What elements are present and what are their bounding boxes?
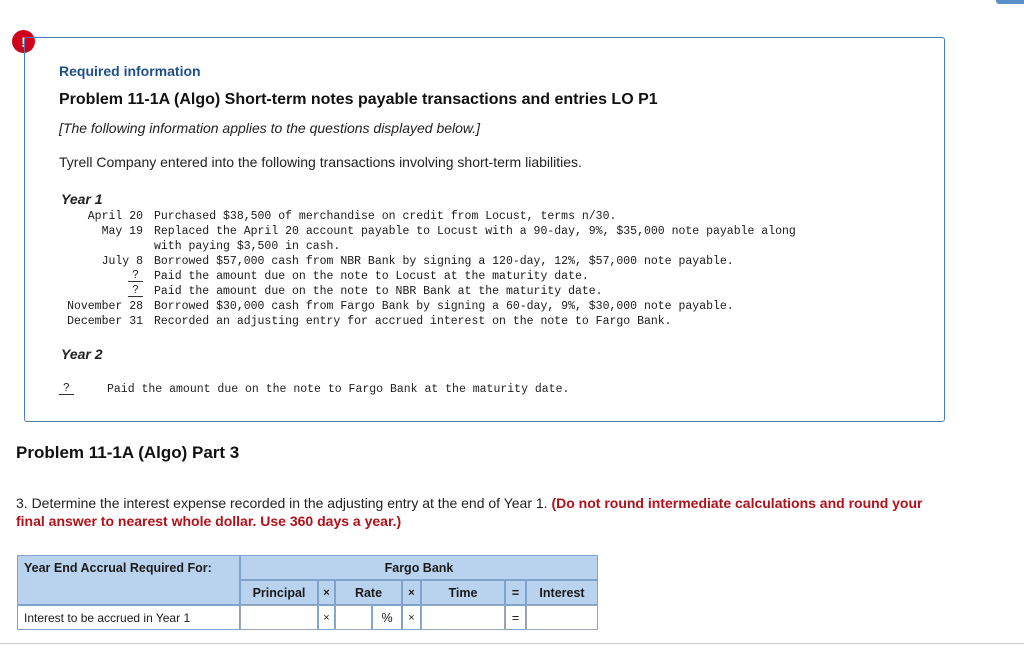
required-info-label: Required information (59, 63, 201, 79)
alert-icon: ! (12, 30, 35, 53)
tx-desc-continued: with paying $3,500 in cash. (154, 240, 341, 253)
tx-date: April 20 (87, 210, 143, 223)
percent-sign: % (372, 605, 402, 630)
col-header-rate: Rate (335, 580, 402, 605)
tx-desc: Borrowed $30,000 cash from Fargo Bank by signing a 60-day, 9%, $30,000 note payable. (154, 300, 734, 313)
interest-input[interactable] (526, 605, 598, 630)
tx-desc: Paid the amount due on the note to NBR Bank at the maturity date. (154, 285, 603, 298)
required-information-panel (24, 37, 945, 422)
tx-desc: Paid the amount due on the note to Locust at the maturity date. (154, 270, 589, 283)
problem-title: Problem 11-1A (Algo) Short-term notes payable transactions and entries LO P1 (59, 91, 658, 108)
tx-desc: Purchased $38,500 of merchandise on credit from Locust, terms n/30. (154, 210, 617, 223)
tx-desc: Replaced the April 20 account payable to Locust with a 90-day, 9%, $35,000 note payable along (154, 225, 796, 238)
tx-date-blank: ? (25, 269, 143, 282)
row-label-interest-year1: Interest to be accrued in Year 1 (17, 605, 240, 630)
year2-label: Year 2 (61, 346, 103, 362)
tx-desc: Paid the amount due on the note to Fargo Bank at the maturity date. (107, 383, 570, 396)
col-header-accrual-for: Year End Accrual Required For: (17, 555, 240, 605)
times-sign: × (402, 580, 421, 605)
times-sign: × (402, 605, 421, 630)
tx-date: May 19 (101, 225, 143, 238)
col-header-principal: Principal (240, 580, 318, 605)
times-sign: × (318, 580, 335, 605)
tx-date: December 31 (67, 315, 143, 328)
part-title: Problem 11-1A (Algo) Part 3 (16, 443, 240, 462)
top-accent-bar (996, 0, 1024, 4)
divider (0, 643, 1024, 644)
col-header-time: Time (421, 580, 505, 605)
question-instruction: (Do not round intermediate calculations and round your final answer to nearest whole dollar. Use 360 days a year.) (16, 495, 923, 529)
question-body: 3. Determine the interest expense recorded in the adjusting entry at the end of Year 1. (16, 495, 548, 511)
group-header-fargo-bank: Fargo Bank (240, 555, 598, 580)
equals-sign: = (505, 580, 526, 605)
times-sign: × (318, 605, 335, 630)
tx-date-blank: ? (59, 382, 74, 395)
tx-date: July 8 (101, 255, 143, 268)
tx-desc: Recorded an adjusting entry for accrued interest on the note to Fargo Bank. (154, 315, 672, 328)
equals-sign: = (505, 605, 526, 630)
rate-input[interactable] (335, 605, 372, 630)
time-input[interactable] (421, 605, 505, 630)
question-text (16, 494, 946, 530)
tx-date-blank: ? (25, 284, 143, 297)
intro-text: Tyrell Company entered into the following transactions involving short-term liabilities. (59, 154, 582, 170)
applies-note: [The following information applies to the questions displayed below.] (59, 120, 481, 136)
tx-desc: Borrowed $57,000 cash from NBR Bank by signing a 120-day, 12%, $57,000 note payable. (154, 255, 734, 268)
tx-date: November 28 (67, 300, 143, 313)
principal-input[interactable] (240, 605, 318, 630)
col-header-interest: Interest (526, 580, 598, 605)
year1-label: Year 1 (61, 191, 103, 207)
